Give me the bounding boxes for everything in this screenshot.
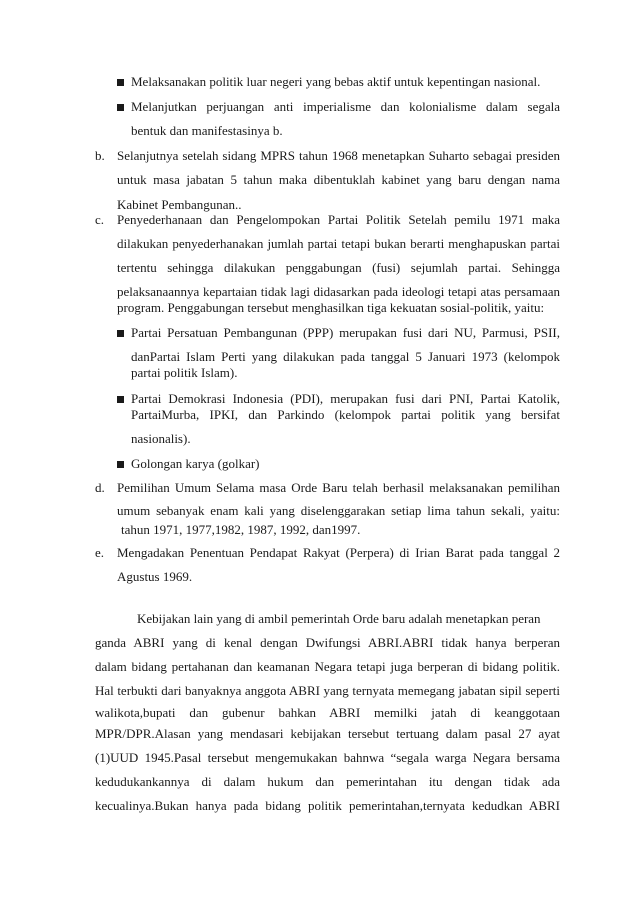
item-line: dilakukan penyederhanakan jumlah partai tetapi bukan berarti menghapuskan partai bbox=[117, 236, 560, 251]
item-line: umum sebanyak enam kali yang diselenggarakan setiap lima tahun sekali, yaitu: bbox=[117, 503, 560, 518]
subbullet-line: Partai Persatuan Pembangunan (PPP) merupakan fusi dari NU, Parmusi, PSII, bbox=[131, 325, 560, 340]
item-line: Penyederhanaan dan Pengelompokan Partai Politik Setelah pemilu 1971 maka bbox=[117, 212, 560, 227]
item-line: Selanjutnya setelah sidang MPRS tahun 1968 menetapkan Suharto sebagai presiden bbox=[117, 148, 560, 163]
subbullet-line: nasionalis). bbox=[131, 431, 191, 446]
item-line: Pemilihan Umum Selama masa Orde Baru telah berhasil melaksanakan pemilihan bbox=[117, 480, 560, 495]
item-line: Agustus 1969. bbox=[117, 569, 193, 584]
item-line: tahun 1971, 1977,1982, 1987, 1992, dan1997. bbox=[121, 522, 361, 537]
bullet-marker bbox=[117, 330, 124, 337]
item-line: program. Penggabungan tersebut menghasilkan tiga kekuatan sosial-politik, yaitu: bbox=[117, 300, 545, 315]
item-line: tertentu sehingga dilakukan penggabungan (fusi) sejumlah partai. Sehingga bbox=[117, 260, 560, 275]
subbullet-line: danPartai Islam Perti yang dilakukan pada tanggal 5 Januari 1973 (kelompok bbox=[131, 349, 560, 364]
paragraph-line: Kebijakan lain yang di ambil pemerintah Orde baru adalah menetapkan peran bbox=[137, 611, 541, 626]
paragraph-line: (1)UUD 1945.Pasal tersebut mengemukakan bahnwa “segala warga Negara bersama bbox=[95, 750, 560, 765]
item-marker: e. bbox=[95, 545, 105, 560]
bullet-line: Melaksanakan politik luar negeri yang bebas aktif untuk kepentingan nasional. bbox=[131, 74, 541, 89]
bullet-marker bbox=[117, 396, 124, 403]
paragraph-line: ganda ABRI yang di kenal dengan Dwifungsi ABRI.ABRI tidak hanya berperan bbox=[95, 635, 560, 650]
paragraph-line: kedudukankannya di dalam hukum dan pemerintahan itu dengan tidak ada bbox=[95, 774, 560, 789]
subbullet-line: PartaiMurba, IPKI, dan Parkindo (kelompok partai politik yang bersifat bbox=[131, 407, 560, 422]
item-line: Mengadakan Penentuan Pendapat Rakyat (Perpera) di Irian Barat pada tanggal 2 bbox=[117, 545, 560, 560]
item-line: untuk masa jabatan 5 tahun maka dibentuklah kabinet yang baru dengan nama bbox=[117, 172, 560, 187]
item-marker: b. bbox=[95, 148, 105, 163]
paragraph-line: dalam bidang pertahanan dan keamanan Negara tetapi juga berperan di bidang politik. bbox=[95, 659, 560, 674]
item-marker: c. bbox=[95, 212, 105, 227]
subbullet-line: partai politik Islam). bbox=[131, 365, 238, 380]
bullet-line: Melanjutkan perjuangan anti imperialisme dan kolonialisme dalam segala bbox=[131, 99, 560, 114]
item-marker: d. bbox=[95, 480, 105, 495]
paragraph-line: walikota,bupati dan gubenur bahkan ABRI memilki jatah di keanggotaan bbox=[95, 705, 560, 720]
paragraph-line: Hal terbukti dari banyaknya anggota ABRI yang ternyata memegang jabatan sipil seperti bbox=[95, 683, 560, 698]
paragraph-line: kecualinya.Bukan hanya pada bidang politik pemerintahan,ternyata kedudkan ABRI bbox=[95, 798, 560, 813]
bullet-marker bbox=[117, 79, 124, 86]
subbullet-line: Golongan karya (golkar) bbox=[131, 456, 260, 471]
bullet-marker bbox=[117, 461, 124, 468]
bullet-marker bbox=[117, 104, 124, 111]
paragraph-line: MPR/DPR.Alasan yang mendasari kebijakan tersebut tertuang dalam pasal 27 ayat bbox=[95, 726, 560, 741]
bullet-line: bentuk dan manifestasinya b. bbox=[131, 123, 283, 138]
item-line: pelaksanaannya kepartaian tidak lagi didasarkan pada ideologi tetapi atas persamaan bbox=[117, 284, 560, 299]
item-line: Kabinet Pembangunan.. bbox=[117, 197, 242, 212]
subbullet-line: Partai Demokrasi Indonesia (PDI), merupakan fusi dari PNI, Partai Katolik, bbox=[131, 391, 560, 406]
